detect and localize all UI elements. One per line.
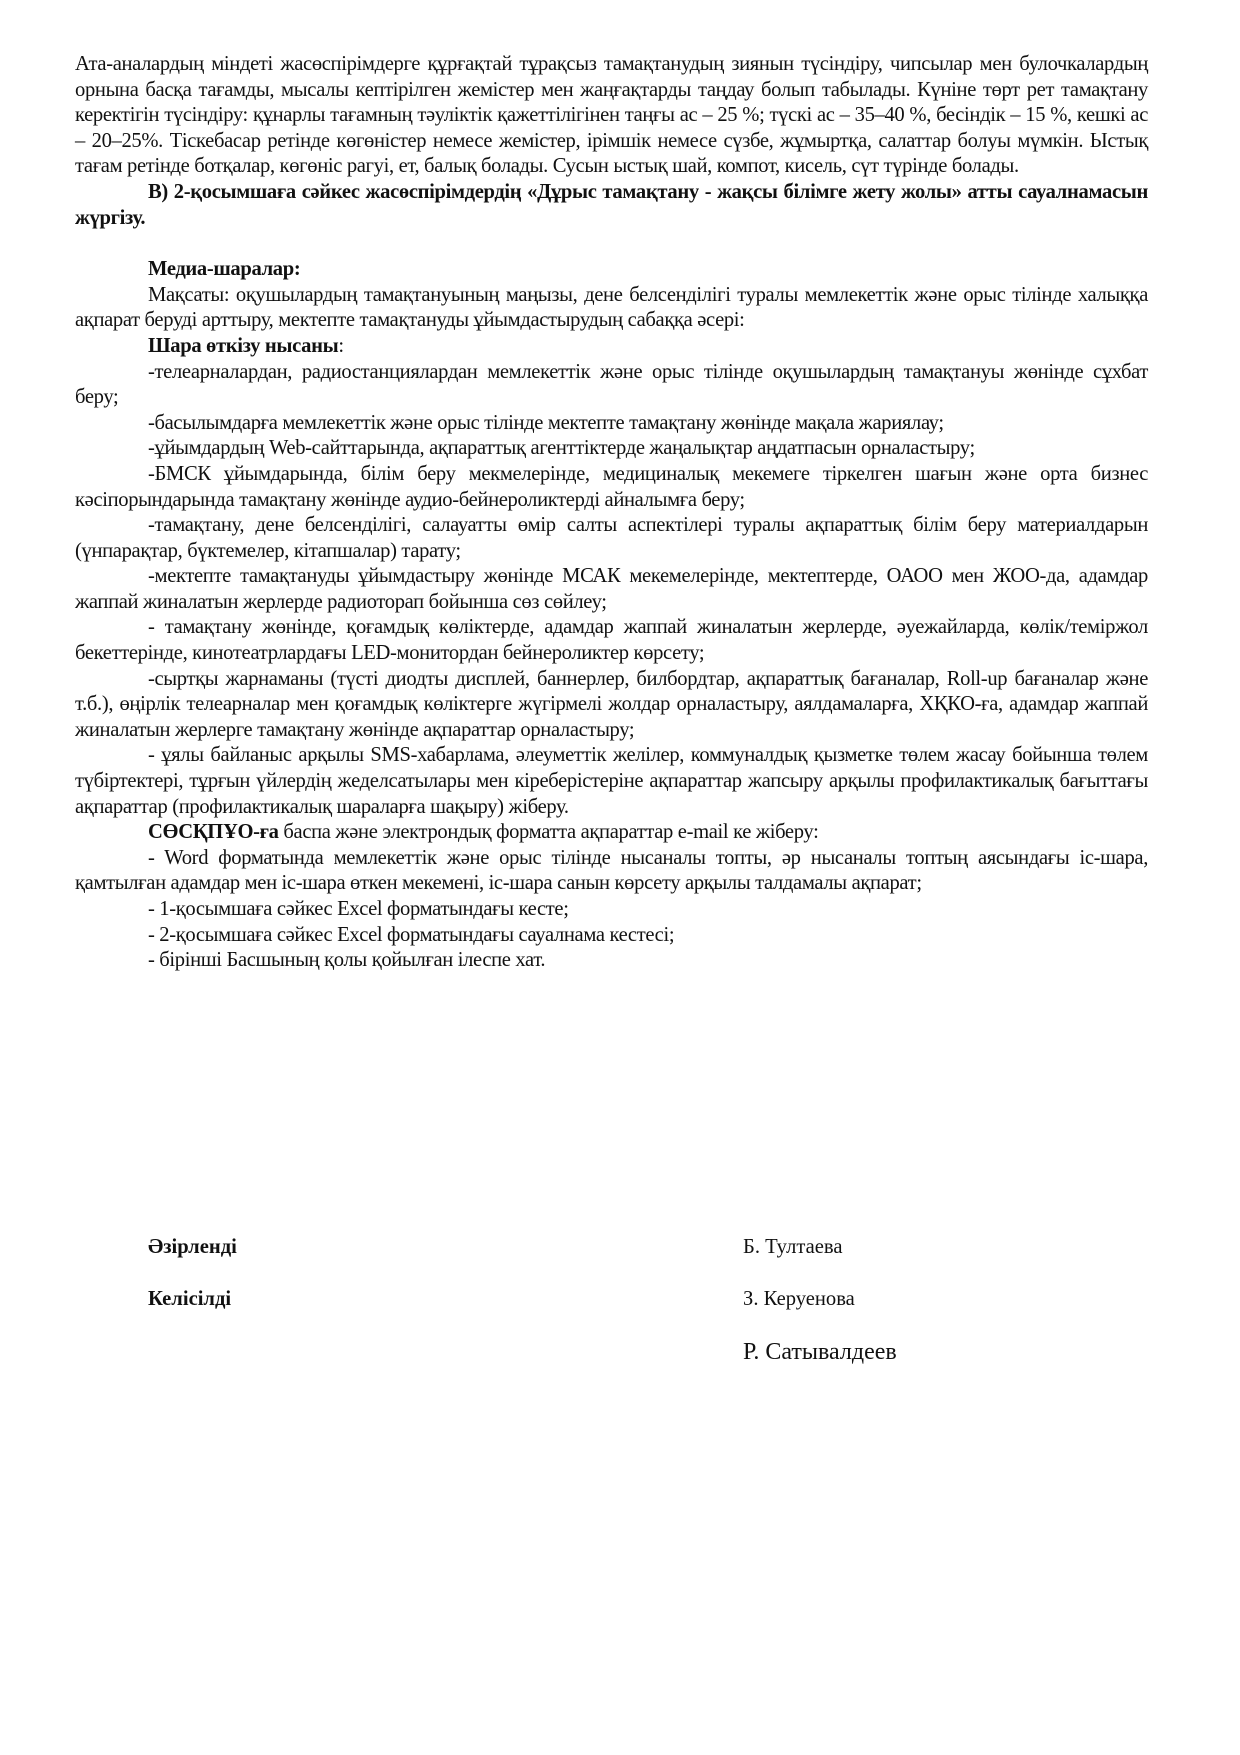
goal-paragraph: Мақсаты: оқушылардың тамақтануының маңызы, дене белсенділігі туралы мемлекеттік және орыс тілінде халыққа ақпарат беруді арттыру, мектепте тамақтануды ұйымдастырудың сабаққа әсері: — [75, 283, 1148, 332]
form-item: -мектепте тамақтануды ұйымдастыру жөнінде МСАК мекемелерінде, мектептерде, ОАОО мен ЖОО-да, адамдар жаппай жиналатын жерлерде радиоторап бойынша сөз сөйлеу; — [75, 565, 1148, 613]
form-item: -басылымдарға мемлекеттік және орыс тілінде мектепте тамақтану жөнінде мақала жариялау; — [148, 411, 944, 434]
signature-name: Б. Тултаева — [743, 1236, 843, 1258]
report-item: - 2-қосымшаға сәйкес Excel форматындағы сауалнама кестесі; — [148, 923, 675, 946]
report-recipient: СӨСҚПҰО-ға — [148, 821, 279, 844]
form-heading-colon: : — [338, 334, 344, 357]
report-lead-line — [75, 820, 1148, 846]
signature-name: З. Керуенова — [743, 1288, 855, 1310]
form-item: -БМСК ұйымдарында, білім беру мекмелерінде, медициналық мекемеге тіркелген шағын және орта бизнес кәсіпорындарында тамақтану жөнінде аудио-бейнероликтерді айналымға беру; — [75, 462, 1148, 511]
section-b-heading: В) 2-қосымшаға сәйкес жасөспірімдердің «Дұрыс тамақтану - жақсы білімге жету жолы» атты сауалнамасын жүргізу. — [75, 180, 1148, 229]
document-page — [75, 52, 1148, 974]
form-item: -ұйымдардың Web-сайттарында, ақпараттық агенттіктерде жаңалықтар аңдатпасын орналастыру; — [148, 437, 975, 460]
form-item: -тамақтану, дене белсенділігі, салауатты өмір салты аспектілері туралы ақпараттық білім беру материалдарын (үнпарақтар, бүктемелер, кітапшалар) тарату; — [75, 514, 1148, 562]
form-heading: Шара өткізу нысаны — [148, 334, 339, 357]
form-heading-line — [75, 334, 1148, 360]
intro-paragraph: Ата-аналардың міндеті жасөспірімдерге құрғақтай тұрақсыз тамақтанудың зиянын түсіндіру, чипсылар мен булочкалардың орнына басқа тағамды, мысалы кептірілген жемістер мен жаңғақтарды таңдау болып табылады. Күніне төрт рет тамақтану керектігін түсіндіру: құнарлы тағамның тәуліктік қажеттілігінен таңғы ас – 25 %; түскі ас – 35–40 %, бесіндік – 15 %, кешкі ас – 20–25%. Тіскебасар ретінде көгөністер немесе жемістер, ірімшік немесе сүзбе, жұмыртқа, салаттар болуы мүмкін. Ыстық тағам ретінде ботқалар, көгөніс рагуі, ет, балық болады. Сусын ыстық шай, компот, кисель, сүт түрінде болады. — [75, 53, 1148, 178]
media-heading: Медиа-шаралар: — [148, 258, 301, 281]
report-lead-text: баспа және электрондық форматта ақпараттар e-mail ке жіберу: — [278, 821, 819, 844]
signature-name: Р. Сатывалдеев — [743, 1339, 897, 1365]
form-item: - тамақтану жөнінде, қоғамдық көліктерде, адамдар жаппай жиналатын жерлерде, әуежайларда, көлік/теміржол бекеттерінде, кинотеатрлардағы LED-монитордан бейнероликтер көрсету; — [75, 616, 1148, 665]
spacer — [75, 231, 1148, 257]
report-item: - бірінші Басшының қолы қойылған ілеспе хат. — [148, 949, 546, 972]
form-item: -телеарналардан, радиостанциялардан мемлекеттік және орыс тілінде оқушылардың тамақтануы жөнінде сұхбат беру; — [75, 360, 1148, 409]
report-item: - 1-қосымшаға сәйкес Excel форматындағы кесте; — [148, 898, 569, 920]
form-item: - ұялы байланыс арқылы SMS-хабарлама, әлеуметтік желілер, коммуналдық қызметке төлем жасау бойынша төлем түбіртектері, тұрғын үйлердің жеделсатылары мен кіреберістеріне ақпараттар жапсыру арқылы профилактикалық бағыттағы ақпараттар (профилактикалық шараларға шақыру) жіберу. — [75, 744, 1148, 818]
form-item: -сыртқы жарнаманы (түсті диодты дисплей, баннерлер, билбордтар, ақпараттық бағаналар, Roll-up бағаналар және т.б.), өңірлік телеарналар мен қоғамдық көліктерге жүгірмелі жолдар орналастыру, аялдамаларға, ХҚКО-ға, адамдар жаппай жиналатын жерлерге тамақтану жөнінде ақпараттар орналастыру; — [75, 667, 1148, 741]
signature-role: Әзірленді — [148, 1236, 237, 1258]
report-item: - Word форматында мемлекеттік және орыс тілінде нысаналы топты, әр нысаналы топтың аясындағы іс-шара, қамтылған адамдар мен іс-шара өткен мекемені, іс-шара санын көрсету арқылы талдамалы ақпарат; — [75, 846, 1148, 895]
signature-role: Келісілді — [148, 1288, 232, 1310]
